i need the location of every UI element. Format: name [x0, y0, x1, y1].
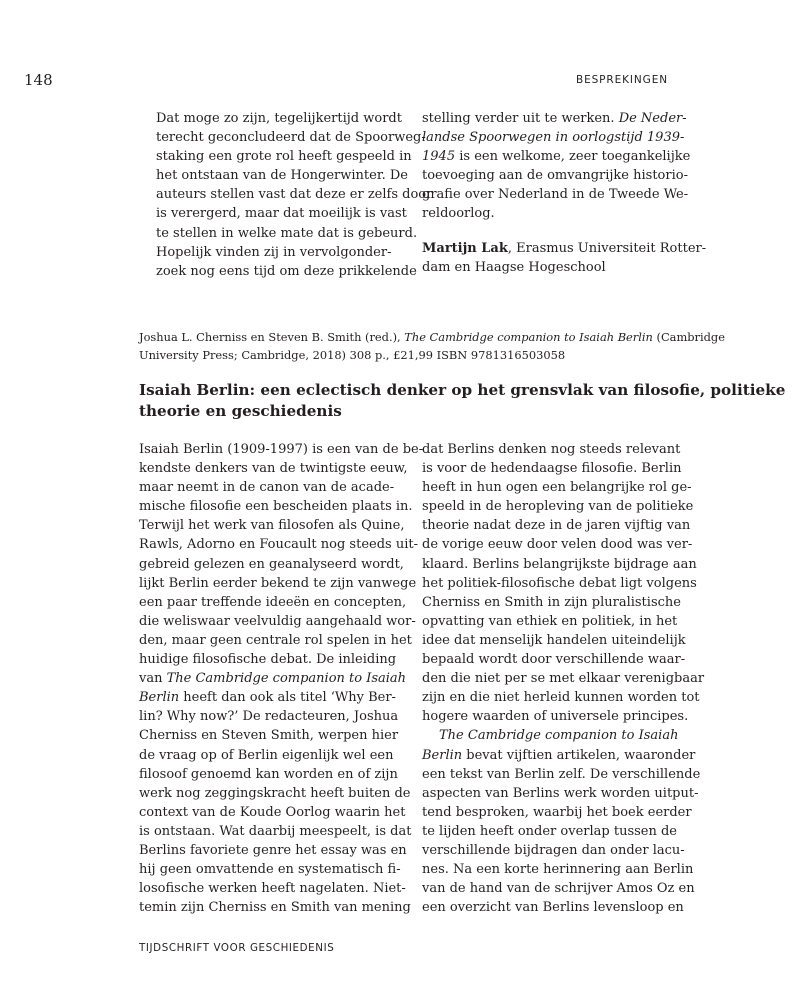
citation-book-title: The Cambridge companion to Isaiah Berlin: [404, 330, 653, 344]
text-line: opvatting van ethiek en politiek, in het: [422, 613, 678, 629]
text-line: context van de Koude Oorlog waarin het: [139, 804, 406, 820]
reviewer-affiliation: , Erasmus Universiteit Rotter-: [507, 240, 707, 256]
text-line: [422, 746, 696, 765]
text-line: zijn en die niet herleid kunnen worden tot: [422, 690, 700, 706]
book-title-italic: 1945: [422, 149, 456, 165]
text-line: Isaiah Berlin (1909-1997) is een van de be-: [139, 442, 424, 457]
text-line: Hopelijk vinden zij in vervolgonder-: [156, 244, 392, 260]
text-line: Cherniss en Smith in zijn pluralistische: [422, 594, 681, 610]
text-line: verschillende bijdragen dan onder lacu-: [422, 842, 685, 858]
text-line: staking een grote rol heeft gespeeld in: [156, 149, 412, 165]
book-title-italic: Berlin: [422, 747, 463, 763]
review-title-line: Isaiah Berlin: een eclectisch denker op het grensvlak van filosofie, politieke: [139, 381, 786, 399]
text-line: [422, 726, 679, 745]
previous-review-paragraph: [139, 109, 433, 281]
text-line: idee dat menselijk handelen uiteindelijk: [422, 632, 686, 648]
text-line: reldoorlog.: [422, 206, 495, 222]
book-title-italic: Berlin: [139, 690, 180, 706]
text-line: een overzicht van Berlins levensloop en: [422, 900, 684, 916]
book-title-italic: The Cambridge companion to Isaiah: [439, 728, 679, 744]
book-title-italic: landse Spoorwegen in oorlogstijd 1939-: [422, 130, 685, 146]
text-line: te lijden heeft onder overlap tussen de: [422, 823, 677, 839]
review-paragraph: [139, 440, 424, 917]
text-line: een tekst van Berlin zelf. De verschillende: [422, 766, 701, 782]
text-line: van de hand van de schrijver Amos Oz en: [422, 881, 695, 897]
text-line: is verergerd, maar dat moeilijk is vast: [156, 206, 407, 222]
text-line: [139, 669, 407, 688]
text-line: toevoeging aan de omvangrijke historio-: [422, 168, 688, 184]
text-line: een paar treffende ideeën en concepten,: [139, 594, 407, 610]
text-line: werk nog zeggingskracht heeft buiten de: [139, 785, 411, 801]
text-line: nes. Na een korte herinnering aan Berlin: [422, 862, 694, 878]
text-line: losofische werken heeft nagelaten. Niet-: [139, 881, 406, 897]
text-line: [422, 147, 691, 166]
text-line: Cherniss en Steven Smith, werpen hier: [139, 728, 399, 744]
text-line: het ontstaan van de Hongerwinter. De: [156, 168, 409, 184]
text-line: [139, 688, 396, 707]
reviewer-signature: [422, 239, 707, 277]
text-line: dam en Haagse Hogeschool: [422, 259, 606, 275]
text-line: tend besproken, waarbij het boek eerder: [422, 804, 692, 820]
review-body-left-column: [139, 440, 424, 917]
text-run: heeft dan ook als titel ‘Why Ber-: [179, 690, 396, 706]
citation-line: [139, 328, 725, 346]
text-run: bevat vijftien artikelen, waaronder: [462, 747, 696, 763]
page-number: 148: [24, 71, 53, 89]
text-line: Rawls, Adorno en Foucault nog steeds uit-: [139, 537, 418, 553]
text-line: huidige filosofische debat. De inleiding: [139, 652, 397, 668]
previous-review-left-column: [139, 109, 433, 281]
citation-authors: Joshua L. Cherniss en Steven B. Smith (red.),: [139, 330, 405, 344]
text-line: den die niet per se met elkaar verenigbaar: [422, 671, 705, 687]
text-line: hogere waarden of universele principes.: [422, 709, 689, 725]
text-line: maar neemt in de canon van de acade-: [139, 480, 395, 496]
text-line: lijkt Berlin eerder bekend te zijn vanwege: [139, 575, 417, 591]
text-line: dat Berlins denken nog steeds relevant: [422, 442, 681, 457]
text-line: aspecten van Berlins werk worden uitput-: [422, 785, 699, 801]
text-line: Berlins favoriete genre het essay was en: [139, 842, 407, 858]
text-line: [422, 239, 707, 258]
running-head: BESPREKINGEN: [575, 74, 668, 86]
book-title-italic: De Neder-: [618, 111, 687, 126]
text-line: den, maar geen centrale rol spelen in het: [139, 632, 412, 648]
text-line: auteurs stellen vast dat deze er zelfs door: [156, 187, 433, 203]
text-line: kendste denkers van de twintigste eeuw,: [139, 461, 408, 477]
text-line: temin zijn Cherniss en Smith van mening: [139, 900, 411, 916]
text-line: grafie over Nederland in de Tweede We-: [422, 187, 689, 203]
text-line: die weliswaar veelvuldig aangehaald wor-: [139, 613, 416, 629]
text-line: bepaald wordt door verschillende waar-: [422, 652, 686, 668]
text-line: filosoof genoemd kan worden en of zijn: [139, 766, 398, 782]
text-line: terecht geconcludeerd dat de Spoorweg-: [156, 130, 426, 146]
review-title: [139, 380, 786, 422]
text-line: de vraag op of Berlin eigenlijk wel een: [139, 747, 394, 763]
review-paragraph: [422, 440, 705, 726]
text-line: theorie nadat deze in de jaren vijftig van: [422, 518, 691, 534]
review-title-line: theorie en geschiedenis: [139, 402, 342, 420]
text-run: van: [139, 671, 167, 687]
previous-review-right-column: [422, 109, 707, 277]
text-line: is ontstaan. Wat daarbij meespeelt, is dat: [139, 823, 412, 839]
text-line: hij geen omvattende en systematisch fi-: [139, 862, 401, 878]
review-body-right-column: [422, 440, 705, 917]
text-line: het politiek-filosofische debat ligt volgens: [422, 575, 697, 591]
text-line: gebreid gelezen en geanalyseerd wordt,: [139, 556, 404, 572]
journal-footer: TIJDSCHRIFT VOOR GESCHIEDENIS: [139, 942, 335, 954]
text-line: [422, 128, 685, 147]
citation-publisher: (Cambridge: [652, 330, 725, 344]
book-citation: [139, 328, 725, 364]
text-run: stelling verder uit te werken.: [422, 111, 619, 126]
book-title-italic: The Cambridge companion to Isaiah: [166, 671, 407, 687]
text-line: speeld in de heropleving van de politieke: [422, 499, 694, 515]
text-line: de vorige eeuw door velen dood was ver-: [422, 537, 693, 553]
text-line: zoek nog eens tijd om deze prikkelende: [156, 263, 417, 279]
review-paragraph: [422, 726, 701, 917]
text-line: is voor de hedendaagse filosofie. Berlin: [422, 461, 682, 477]
text-line: te stellen in welke mate dat is gebeurd.: [156, 225, 418, 241]
text-line: Terwijl het werk van filosofen als Quine,: [139, 518, 405, 534]
reviewer-name: Martijn Lak: [422, 240, 508, 256]
text-run: is een welkome, zeer toegankelijke: [455, 149, 691, 165]
text-line: heeft in hun ogen een belangrijke rol ge-: [422, 480, 692, 496]
text-line: mische filosofie een bescheiden plaats in.: [139, 499, 413, 515]
citation-line: University Press; Cambridge, 2018) 308 p., £21,99 ISBN 9781316503058: [139, 348, 566, 362]
previous-review-conclusion: [422, 109, 691, 224]
text-line: klaard. Berlins belangrijkste bijdrage aan: [422, 556, 697, 572]
text-line: Dat moge zo zijn, tegelijkertijd wordt: [156, 111, 402, 126]
text-line: lin? Why now?’ De redacteuren, Joshua: [139, 709, 399, 725]
text-line: [422, 109, 687, 128]
